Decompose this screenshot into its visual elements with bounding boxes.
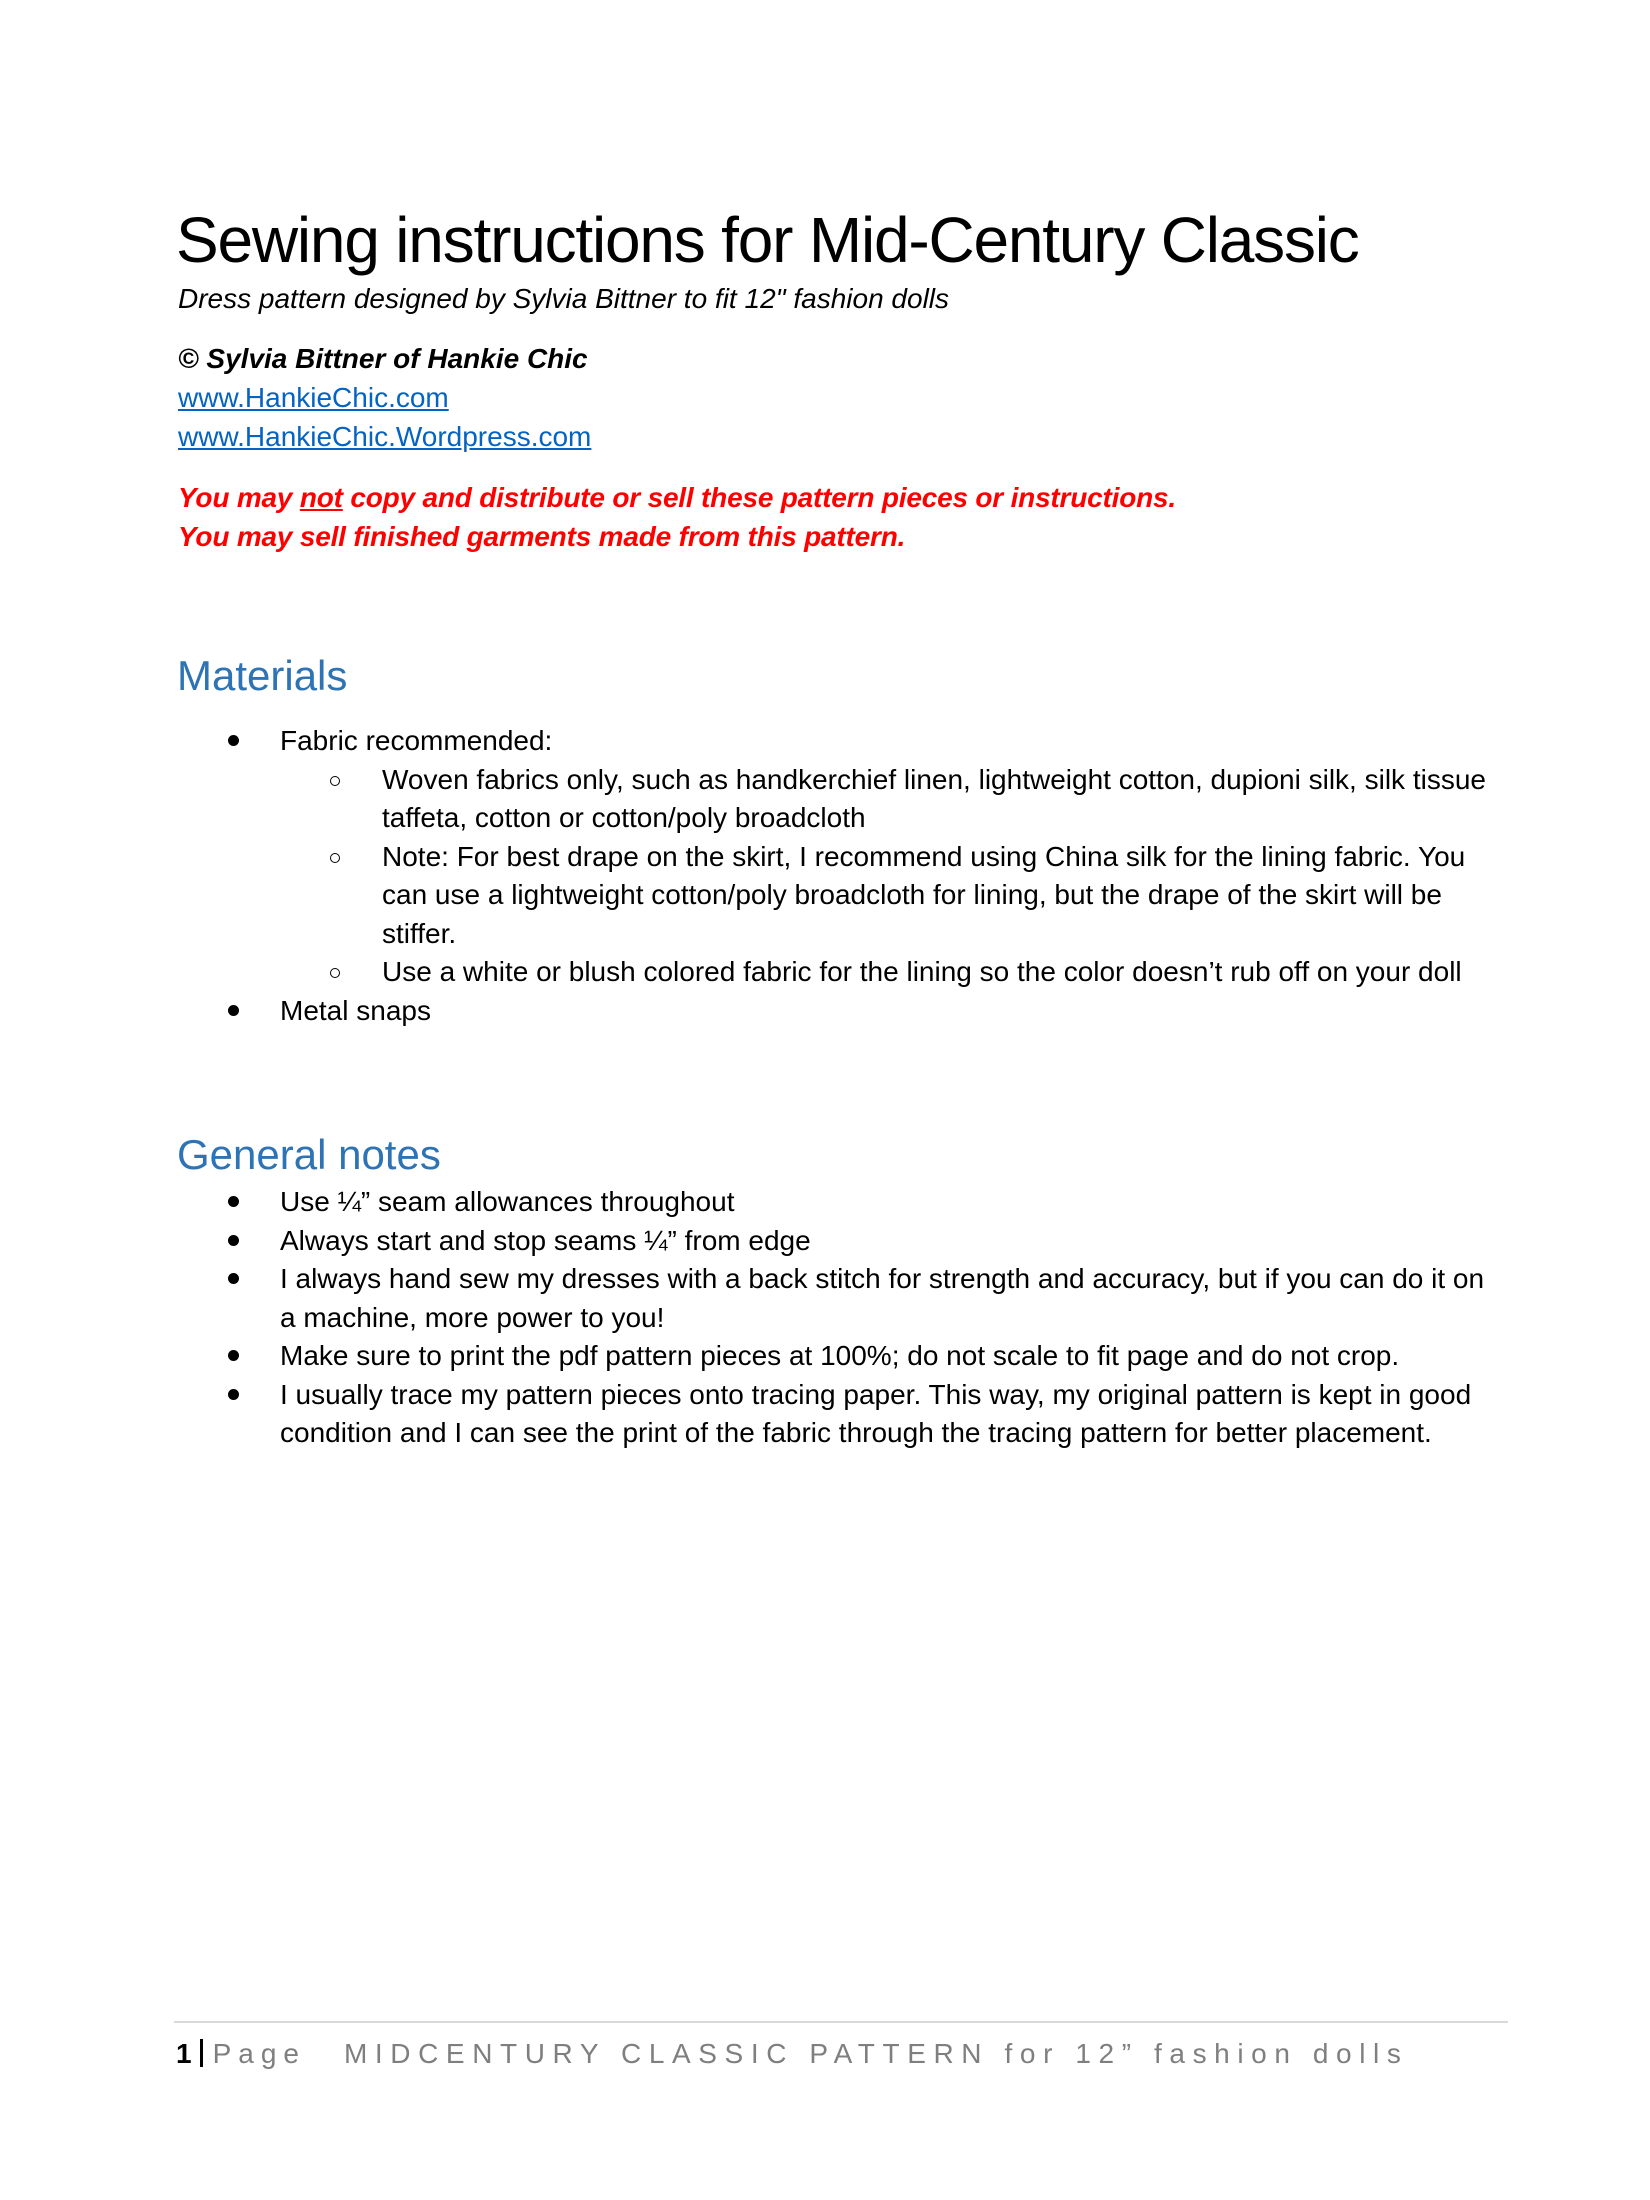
copy-warning-after: copy and distribute or sell these pattern pieces or instructions.	[342, 482, 1176, 513]
circle-bullet-icon	[330, 853, 340, 863]
bullet-icon	[228, 1005, 239, 1016]
blog-link[interactable]: www.HankieChic.Wordpress.com	[178, 421, 592, 452]
sub-list-item-text: Use a white or blush colored fabric for the lining so the color doesn’t rub off on your doll	[382, 956, 1462, 987]
list-item	[0, 1337, 1505, 1376]
circle-bullet-icon	[330, 968, 340, 978]
circle-bullet-icon	[330, 776, 340, 786]
list-item	[0, 1222, 1505, 1261]
subtitle: Dress pattern designed by Sylvia Bittner to fit 12" fashion dolls	[178, 283, 950, 314]
copy-warning-before: You may	[178, 482, 300, 513]
bullet-icon	[228, 1235, 239, 1246]
footer-description: MIDCENTURY CLASSIC PATTERN for 12” fashion dolls	[343, 2038, 1409, 2069]
list-item	[0, 1260, 1505, 1337]
sub-list-item-text: Woven fabrics only, such as handkerchief linen, lightweight cotton, dupioni silk, silk tissue taffeta, cotton or cotton/poly broadcloth	[382, 763, 1486, 833]
copy-warning-emphasis: not	[299, 482, 343, 513]
list-item-text: Metal snaps	[280, 994, 431, 1026]
materials-list	[0, 722, 1650, 1030]
general-notes-list	[0, 1183, 1650, 1453]
list-item-text: Fabric recommended:	[280, 725, 553, 756]
list-item	[0, 722, 1505, 761]
list-item	[0, 1376, 1505, 1453]
page-number: 1	[176, 2038, 192, 2069]
bullet-icon	[228, 1196, 239, 1207]
bullet-icon	[228, 1389, 239, 1400]
materials-heading: Materials	[177, 652, 348, 699]
sell-permission: You may sell finished garments made from this pattern.	[178, 521, 906, 552]
page-title: Sewing instructions for Mid-Century Classic	[176, 204, 1359, 276]
sub-list-item	[0, 761, 1505, 838]
general-notes-heading: General notes	[177, 1131, 441, 1178]
bullet-icon	[228, 1350, 239, 1361]
list-item-text: I usually trace my pattern pieces onto tracing paper. This way, my original pattern is kept in good condition and I can see the print of the fabric through the tracing pattern for better placement.	[280, 1378, 1472, 1448]
page-label: Page	[212, 2038, 306, 2069]
list-item-text: Make sure to print the pdf pattern pieces at 100%; do not scale to fit page and do not crop.	[280, 1340, 1400, 1371]
footer-separator	[200, 2039, 203, 2067]
list-item	[0, 1183, 1505, 1222]
list-item-text: Use ¼” seam allowances throughout	[280, 1186, 735, 1217]
copyright-notice: © Sylvia Bittner of Hankie Chic	[178, 343, 588, 374]
sub-list-item	[0, 953, 1505, 992]
copy-warning	[178, 481, 1176, 515]
list-item-text: I always hand sew my dresses with a back stitch for strength and accuracy, but if you can do it on a machine, more power to you!	[280, 1263, 1485, 1333]
website-link[interactable]: www.HankieChic.com	[178, 382, 449, 413]
list-item	[0, 992, 1505, 1031]
footer-divider	[174, 2021, 1508, 2023]
sub-list-item-text: Note: For best drape on the skirt, I recommend using China silk for the lining fabric. You can use a lightweight cotton/poly broadcloth for lining, but the drape of the skirt will be stiffer.	[382, 840, 1466, 949]
sub-list-item	[0, 838, 1505, 954]
bullet-icon	[228, 1273, 239, 1284]
page-footer	[176, 2036, 1408, 2072]
bullet-icon	[228, 735, 239, 746]
list-item-text: Always start and stop seams ¼” from edge	[280, 1224, 811, 1256]
